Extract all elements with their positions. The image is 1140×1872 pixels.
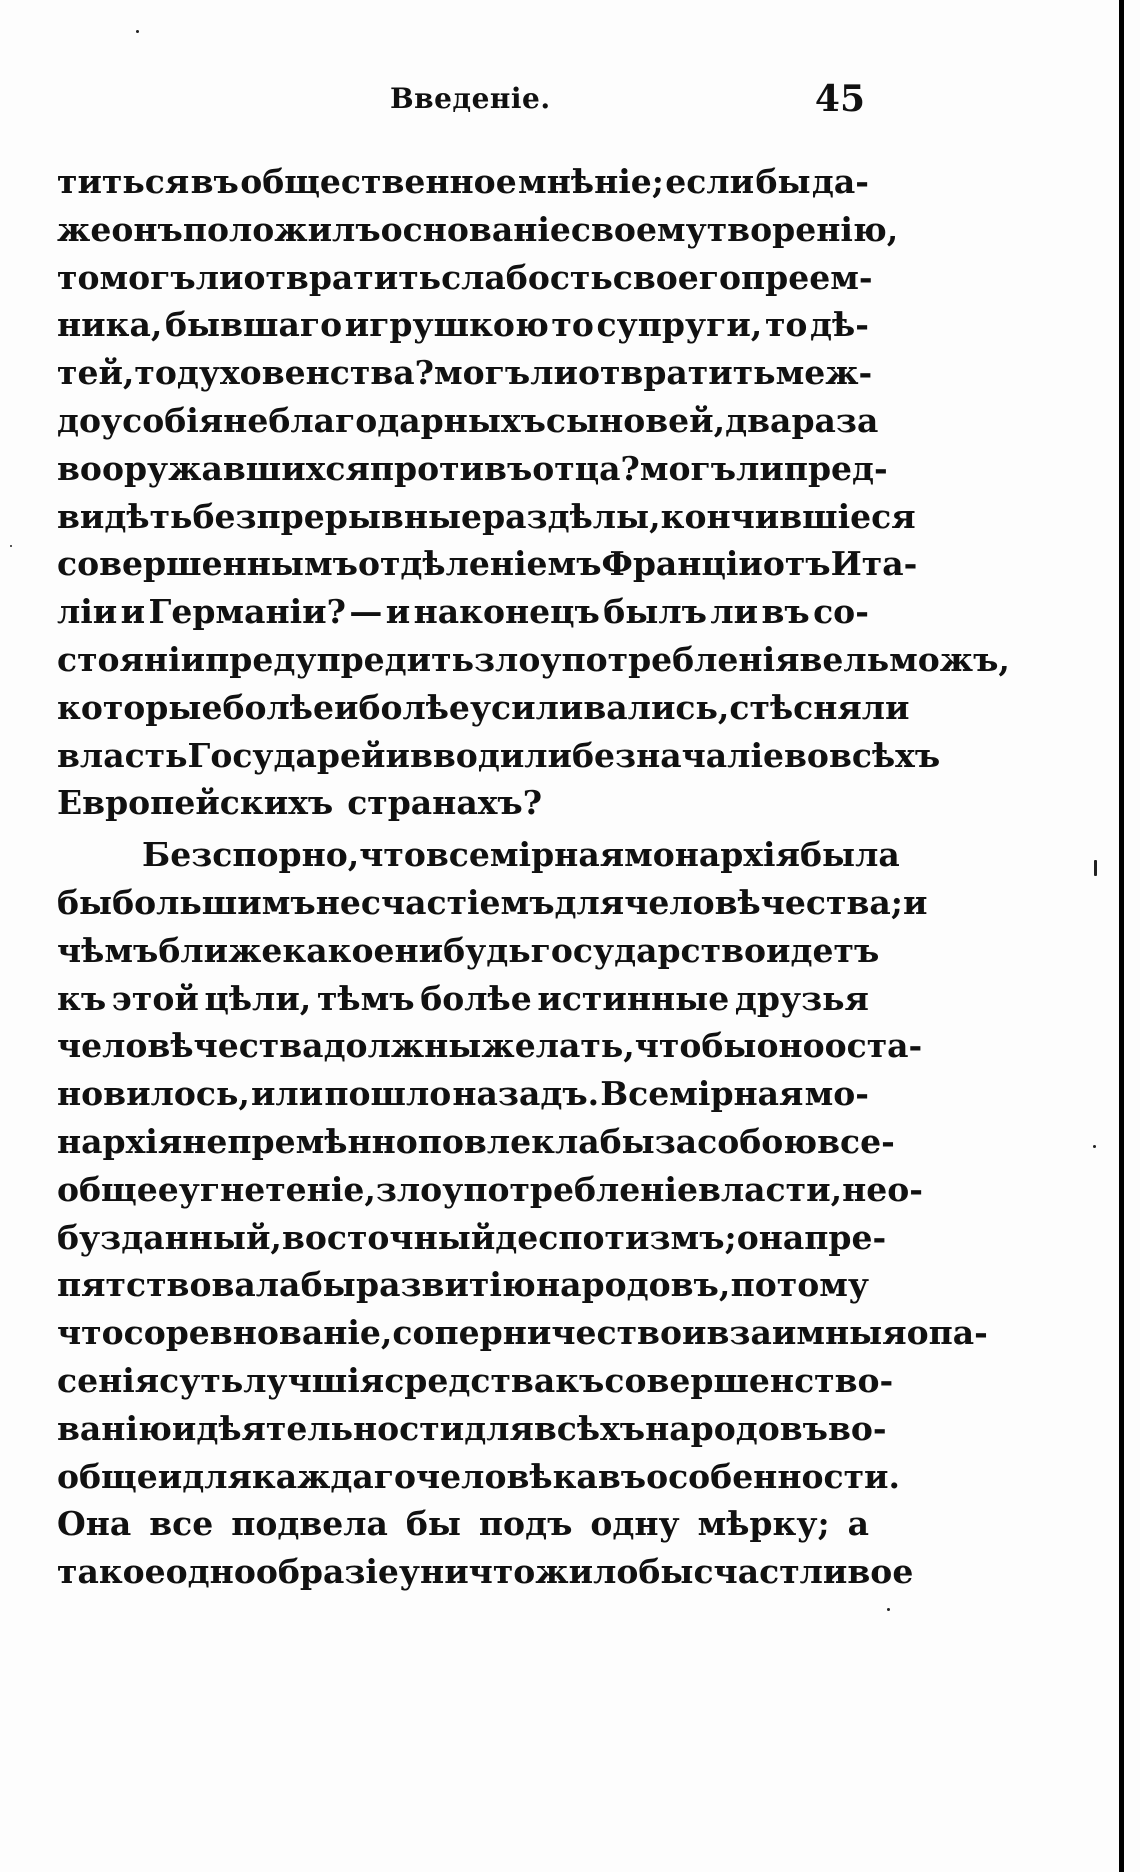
text-line: вооружавшихся противъ отца? могъ ли пред- [57, 448, 888, 488]
text-line: новилось, или пошло назадъ. Всемірная мо- [57, 1074, 869, 1114]
scan-speck [136, 30, 139, 33]
scan-speck [1093, 1145, 1096, 1148]
running-head: Введеніе. [390, 82, 551, 115]
body-text [57, 158, 1010, 1596]
text-line: тей, то духовенства? могъ ли отвратить меж- [57, 353, 873, 393]
page-header [390, 78, 865, 132]
text-line: власть Государей и вводили безначаліе во всѣхъ [57, 735, 941, 775]
text-line: то могъ ли отвратить слабость своего преем- [57, 257, 873, 297]
text-line: обще и для каждаго человѣка въ особенности. [57, 1456, 901, 1496]
text-line: совершеннымъ отдѣленіемъ Франціи отъ Ита- [57, 544, 918, 584]
text-line: ника, бывшаго игрушкою то супруги, то дѣ- [57, 305, 869, 345]
text-line: сенія суть лучшія средства къ совершенство- [57, 1360, 894, 1400]
text-line: ванію и дѣятельности для всѣхъ народовъ во- [57, 1408, 887, 1448]
text-line: къ этой цѣли, тѣмъ болѣе истинные друзья [57, 978, 869, 1018]
text-line: Европейскихъ странахъ? [57, 783, 543, 823]
text-line: которые болѣе и болѣе усиливались, стѣсняли [57, 687, 910, 727]
page-number: 45 [814, 78, 865, 120]
page-edge-shadow [1119, 0, 1124, 1872]
text-line: что соревнованіе, соперничество и взаимныя опа- [57, 1313, 988, 1353]
text-line: общее угнетеніе, злоупотребленіе власти, нео- [57, 1169, 923, 1209]
scan-speck [10, 545, 12, 547]
text-line: Она все подвела бы подъ одну мѣрку; а [57, 1504, 869, 1544]
scan-speck [1094, 860, 1097, 876]
text-line: чѣмъ ближе какое нибудь государство идетъ [57, 930, 880, 970]
text-line: же онъ положилъ основаніе своему творенію, [57, 209, 899, 249]
scan-speck [887, 1608, 890, 1611]
text-line: доусобія неблагодарныхъ сыновей, два раза [57, 400, 879, 440]
paragraph-1 [57, 158, 1010, 827]
text-line: нархія непремѣнно повлекла бы за собою все- [57, 1121, 895, 1161]
text-line: пятствовала бы развитію народовъ, потому [57, 1265, 869, 1305]
text-line: бузданный, восточный деспотизмъ; она пре- [57, 1217, 887, 1257]
text-line: бы большимъ несчастіемъ для человѣчества; и [57, 882, 928, 922]
text-line: такое однообразіе уничтожило бы счастливое [57, 1552, 914, 1592]
paragraph-2 [57, 831, 988, 1596]
text-line: Безспорно, что всемірная монархія была [142, 835, 900, 875]
text-line: титься въ общественное мнѣніе; если бы да- [57, 162, 869, 201]
text-line: человѣчества должны желать, чтобы оно оста- [57, 1026, 923, 1066]
text-line: видѣть безпрерывные раздѣлы, кончившіеся [57, 496, 916, 536]
text-line: ліи и Германіи? — и наконецъ былъ ли въ со- [57, 592, 869, 632]
text-line: стояніи предупредить злоупотребленія вельможъ, [57, 639, 1010, 679]
